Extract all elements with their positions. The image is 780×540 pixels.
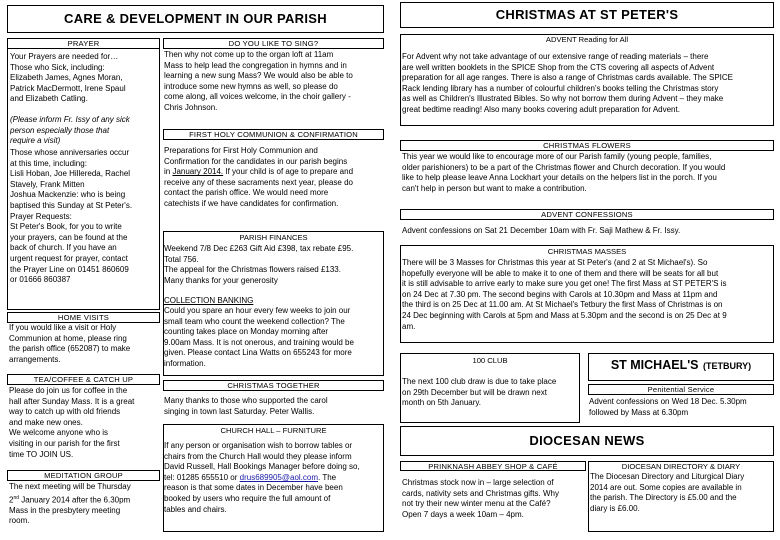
prayer-heading: PRAYER [7, 38, 160, 49]
christmas-masses-body: There will be 3 Masses for Christmas this year at St Peter's (and 2 at St Michael's). So hopefully everyone will be able to make it to one of them and there will be seats for all but it is still advisable to arrive early to make sure you get one! The first Mass at ST PETER'S is on 24 Dec at 7.30 pm. The second begins with Carols at 10.30pm and Mass at 11pm and the third is on 25 Dec at 11.00 am. At St Michael's Tetbury the first Mass of Christmas is on 24 Dec beginning with Carols at 5pm and Mass at 5.30pm and the second is on 25 Dec at 9 am. [402, 258, 727, 331]
advent-reading-heading: ADVENT Reading for All [545, 35, 629, 44]
parish-finances-heading: PARISH FINANCES [239, 233, 308, 242]
prayer-body-a: Your Prayers are needed for… Those who Sick, including: Elizabeth James, Agnes Moran, Patrick MacDermott, Irene Spaul and Elizabeth Catling. [10, 52, 126, 104]
church-hall-email-link[interactable]: drus689905@aol.com [239, 472, 319, 482]
church-hall-body: If any person or organisation wish to borrow tables or chairs from the Church Hall would they please inform David Russell, Hall Bookings Manager before doing so, tel: 01285 655510 or drus689905@aol.com. The reason is that some dates in December have been booked by users who require the full amount of tables and chairs. [164, 441, 360, 514]
christmas-flowers-body: This year we would like to encourage more of our Parish family (young people, families, older parishioners) to be a part of the Christmas flower and Church decoration. If you would like to help please leave Anna Lockhart your details on the helpers list in the porch. If you can't help in person but want to make a contribution. [402, 152, 726, 193]
collection-banking-label: COLLECTION BANKING [164, 296, 254, 305]
tea-coffee-heading: TEA/COFFEE & CATCH UP [7, 374, 160, 385]
st-michaels-title: ST MICHAEL'S (TETBURY) [610, 358, 752, 372]
sing-heading: DO YOU LIKE TO SING? [163, 38, 384, 49]
club-heading: 100 CLUB [472, 356, 508, 365]
prinknash-heading: PRINKNASH ABBEY SHOP & CAFÉ [400, 461, 586, 471]
advent-reading-body: For Advent why not take advantage of our extensive range of reading materials – there are well written booklets in the SPICE Shop from the CTS covering all aspects of Advent preparation for all age ranges. There is also a range of Christmas cards available. The SPICE Rack lending library has a number of colourful children's books telling the Christmas story as well as Children's Illustrated Bibles. So why not borrow them during Advent – they make great bedtime reading! Also many books covering adult preparation for Advent. [402, 52, 733, 114]
prinknash-body: Christmas stock now in – large selection of cards, nativity sets and Christmas gifts. Why not try their new winter menu at the Café? Open 7 days a week 10am – 4pm. [402, 478, 559, 519]
sing-body: Then why not come up to the organ loft at 11am Mass to help lead the congregation in hymns and in learning a new sung Mass? We would also be able to introduce some new hymns as well, so please do come along, all voices welcome, in the choir gallery - Chris Johnson. [164, 50, 353, 112]
directory-heading: DIOCESAN DIRECTORY & DIARY [621, 462, 741, 471]
prayer-body-italic: (Please inform Fr. Issy of any sick person especially those that require a visit) [10, 115, 130, 146]
club-body: The next 100 club draw is due to take place on 29th December but will be drawn next month on 5th January. [402, 377, 557, 408]
christmas-masses-heading: CHRISTMAS MASSES [547, 247, 627, 256]
home-visits-body: If you would like a visit or Holy Communion at home, please ring the parish office (652087) to make arrangements. [9, 323, 131, 364]
right-page-title: CHRISTMAS AT ST PETER'S [400, 2, 774, 28]
directory-body: The Diocesan Directory and Liturgical Diary 2014 are out. Some copies are available in the parish. The Directory is £5.00 and the diary is £6.00. [590, 472, 745, 513]
christmas-flowers-heading: CHRISTMAS FLOWERS [400, 140, 774, 151]
first-communion-heading: FIRST HOLY COMMUNION & CONFIRMATION [163, 129, 384, 140]
church-hall-heading: CHURCH HALL – FURNITURE [220, 426, 327, 435]
diocesan-news-title: DIOCESAN NEWS [400, 426, 774, 456]
parish-finances-body-a: Weekend 7/8 Dec £263 Gift Aid £398, tax rebate £95. Total 756. The appeal for the Christmas flowers raised £133. Many thanks for your generosity [164, 244, 354, 285]
meditation-heading: MEDITATION GROUP [7, 470, 160, 481]
christmas-together-heading: CHRISTMAS TOGETHER [163, 380, 384, 391]
meditation-body: The next meeting will be Thursday 2nd January 2014 after the 6.30pm Mass in the presbytery meeting room. [9, 482, 131, 526]
prayer-body-b: Those whose anniversaries occur at this time, including: Lisli Hoban, Joe Hillereda, Rachel Stavely, Frank Mitten Joshua Mackenzie: who is being baptised this Sunday at St Peter's. Prayer Requests: St Peter's Book, for you to write your prayers, can be found at the back of church. If you have an urgent request for prayer, contact the Prayer Line on 01451 860609 or 01666 860387 [10, 148, 133, 285]
penitential-service-heading: Penitential Service [588, 384, 774, 395]
first-communion-body: Preparations for First Holy Communion and Confirmation for the candidates in our parish begins in January 2014. If your child is of age to prepare and receive any of these sacraments next year, please do contact the parish office. We would need more catechists if we have candidates for confirmation. [164, 146, 354, 208]
left-page-title: CARE & DEVELOPMENT IN OUR PARISH [7, 5, 384, 33]
tea-coffee-body: Please do join us for coffee in the hall after Sunday Mass. It is a great way to catch up with old friends and make new ones. We welcome anyone who is visiting in our parish for the first time TO JOIN US. [9, 386, 135, 459]
home-visits-heading: HOME VISITS [7, 312, 160, 323]
penitential-service-body: Advent confessions on Wed 18 Dec. 5.30pm followed by Mass at 6.30pm [589, 397, 747, 417]
advent-confessions-heading: ADVENT CONFESSIONS [400, 209, 774, 220]
christmas-together-body: Many thanks to those who supported the carol singing in town last Saturday. Peter Wallis. [164, 396, 328, 416]
parish-finances-body-b: Could you spare an hour every few weeks to join our small team who count the weekend collection? The counting takes place on Monday morning after 9.00am Mass. It is not onerous, and training would be given. Please contact Lina Watts on 655243 for more information. [164, 306, 354, 368]
advent-confessions-body: Advent confessions on Sat 21 December 10am with Fr. Saji Mathew & Fr. Issy. [402, 226, 681, 235]
